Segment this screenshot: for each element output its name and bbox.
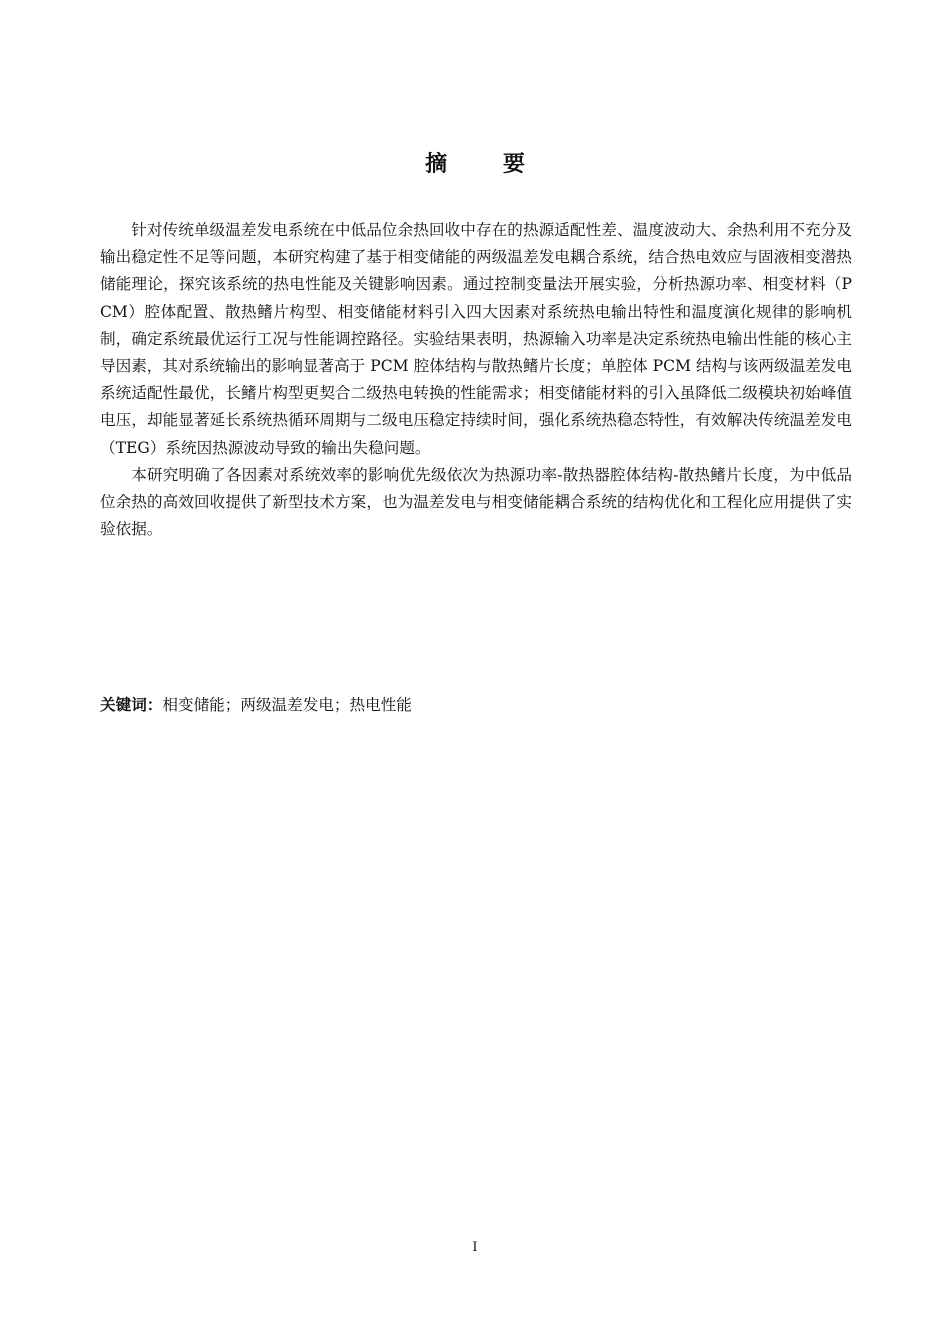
keywords-line (100, 692, 852, 719)
keywords-text: 相变储能；两级温差发电；热电性能 (162, 696, 412, 714)
abstract-paragraph-1: 针对传统单级温差发电系统在中低品位余热回收中存在的热源适配性差、温度波动大、余热利用不充分及输出稳定性不足等问题，本研究构建了基于相变储能的两级温差发电耦合系统，结合热电效应与固液相变潜热储能理论，探究该系统的热电性能及关键影响因素。通过控制变量法开展实验，分析热源功率、相变材料（PCM）腔体配置、散热鳍片构型、相变储能材料引入四大因素对系统热电输出特性和温度演化规律的影响机制，确定系统最优运行工况与性能调控路径。实验结果表明，热源输入功率是决定系统热电输出性能的核心主导因素，其对系统输出的影响显著高于 PCM 腔体结构与散热鳍片长度；单腔体 PCM 结构与该两级温差发电系统适配性最优，长鳍片构型更契合二级热电转换的性能需求；相变储能材料的引入虽降低二级模块初始峰值电压，却能显著延长系统热循环周期与二级电压稳定持续时间，强化系统热稳态特性，有效解决传统温差发电（TEG）系统因热源波动导致的输出失稳问题。 (100, 221, 852, 457)
abstract-paragraph-2: 本研究明确了各因素对系统效率的影响优先级依次为热源功率-散热器腔体结构-散热鳍片长度，为中低品位余热的高效回收提供了新型技术方案，也为温差发电与相变储能耦合系统的结构优化和工程化应用提供了实验依据。 (100, 465, 852, 539)
page-number: I (472, 1240, 478, 1255)
abstract-body (100, 217, 852, 543)
keywords-label: 关键词： (100, 696, 163, 714)
page-title: 摘 要 (425, 152, 549, 177)
